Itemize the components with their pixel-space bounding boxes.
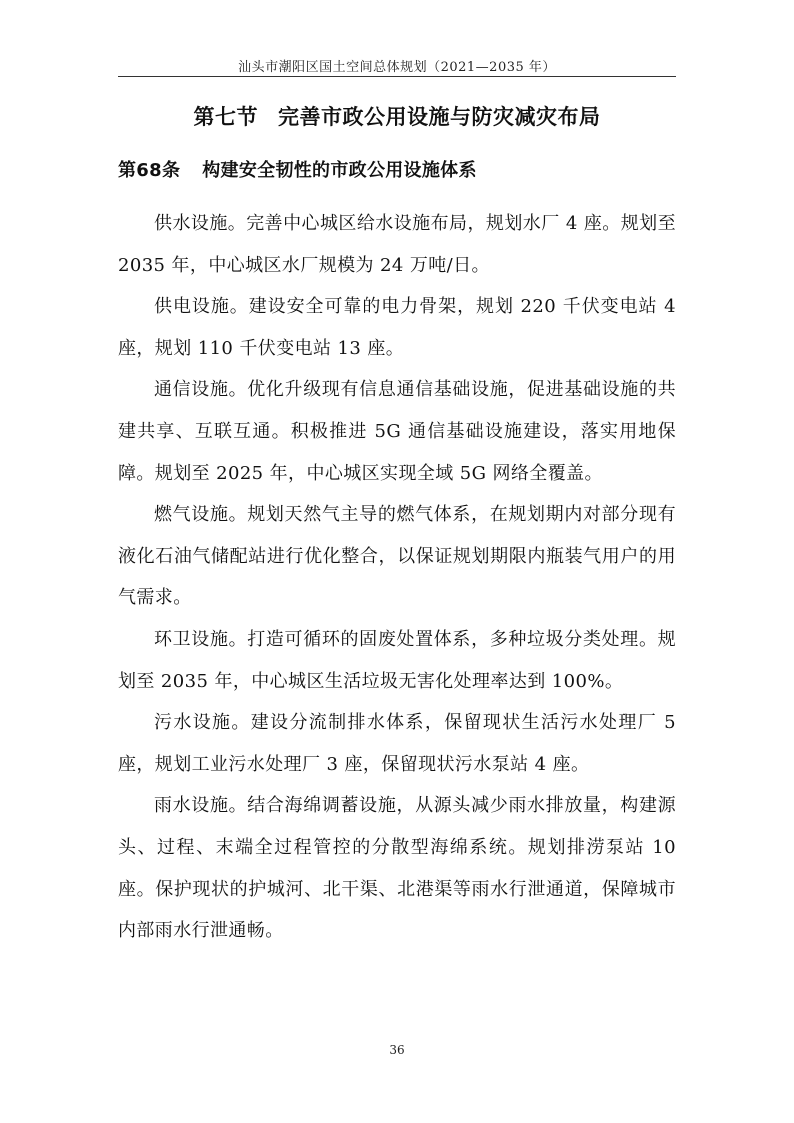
article-body [118,203,676,952]
article-title: 构建安全韧性的市政公用设施体系 [202,160,477,181]
section-heading [118,101,676,131]
paragraph-stormwater: 雨水设施。结合海绵调蓄设施，从源头减少雨水排放量，构建源头、过程、末端全过程管控的分散型海绵系统。规划排涝泵站 10 座。保护现状的护城河、北干渠、北港渠等雨水行泄通道，保障城市内部雨水行泄通畅。 [118,795,676,942]
paragraph-communication: 通信设施。优化升级现有信息通信基础设施，促进基础设施的共建共享、互联互通。积极推进 5G 通信基础设施建设，落实用地保障。规划至 2025 年，中心城区实现全域 5G 网络全覆盖。 [118,379,676,484]
section-title: 完善市政公用设施与防灾减灾布局 [278,105,601,129]
paragraph-power-supply: 供电设施。建设安全可靠的电力骨架，规划 220 千伏变电站 4 座，规划 110 千伏变电站 13 座。 [118,296,676,359]
section-number: 第七节 [193,105,258,129]
header-rule [118,76,676,77]
article-heading [118,156,477,182]
article-number: 第68条 [118,160,181,181]
paragraph-sewage: 污水设施。建设分流制排水体系，保留现状生活污水处理厂 5 座，规划工业污水处理厂 3 座，保留现状污水泵站 4 座。 [118,712,676,775]
paragraph-water-supply: 供水设施。完善中心城区给水设施布局，规划水厂 4 座。规划至 2035 年，中心城区水厂规模为 24 万吨/日。 [118,213,676,276]
paragraph-gas: 燃气设施。规划天然气主导的燃气体系，在规划期内对部分现有液化石油气储配站进行优化整合，以保证规划期限内瓶装气用户的用气需求。 [118,504,676,609]
running-header: 汕头市潮阳区国土空间总体规划（2021—2035 年） [238,60,556,75]
page-number: 36 [389,1043,405,1057]
paragraph-sanitation: 环卫设施。打造可循环的固废处置体系，多种垃圾分类处理。规划至 2035 年，中心城区生活垃圾无害化处理率达到 100%。 [118,628,676,692]
